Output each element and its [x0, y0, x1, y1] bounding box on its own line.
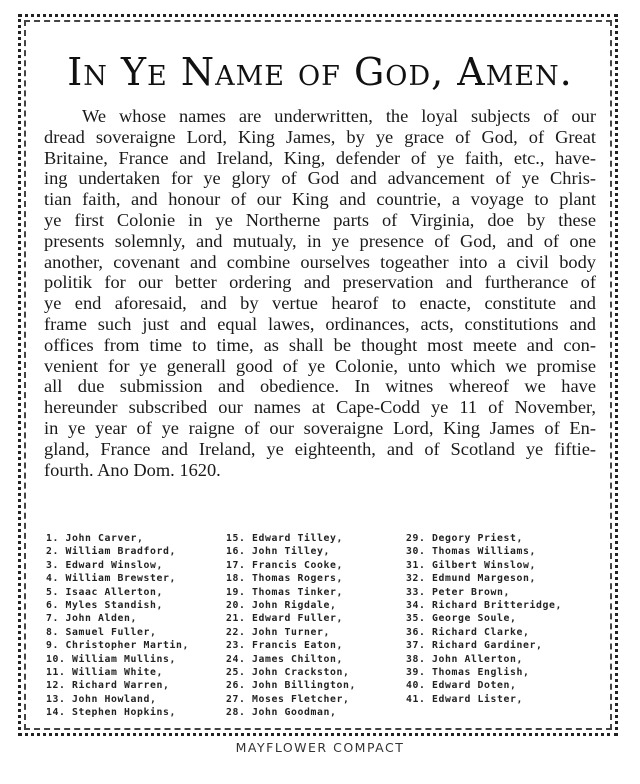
signer-name: 4. William Brewster, — [46, 573, 176, 585]
signer-name: 18. Thomas Rogers, — [226, 573, 343, 585]
signer-name: 16. John Tilley, — [226, 546, 330, 558]
text-line: in ye year of ye raigne of our soveraigne Lord, King James of En- — [44, 417, 596, 438]
text-line: tian faith, and honour of our King and countrie, a voyage to plant — [44, 189, 596, 210]
signer-name: 5. Isaac Allerton, — [46, 586, 163, 598]
signer-name: 36. Richard Clarke, — [406, 626, 530, 638]
signer-name: 6. Myles Standish, — [46, 600, 163, 612]
signer-name: 17. Francis Cooke, — [226, 559, 343, 571]
text-line: fourth. Ano Dom. 1620. — [44, 459, 221, 480]
signer-name: 13. John Howland, — [46, 693, 157, 705]
signer-name: 32. Edmund Margeson, — [406, 573, 536, 585]
signer-name: 8. Samuel Fuller, — [46, 626, 157, 638]
signer-name: 35. George Soule, — [406, 613, 517, 625]
text-line: ye first Colonie in ye Northerne parts of Virginia, doe by these — [44, 209, 596, 230]
signer-name: 30. Thomas Williams, — [406, 546, 536, 558]
signer-name: 38. John Allerton, — [406, 653, 523, 665]
signer-name: 26. John Billington, — [226, 680, 356, 692]
text-line: Britaine, France and Ireland, King, defender of ye faith, etc., have- — [44, 147, 596, 168]
signer-name: 31. Gilbert Winslow, — [406, 559, 536, 571]
signer-name: 2. William Bradford, — [46, 546, 176, 558]
text-line: ing undertaken for ye glory of God and advancement of ye Chris- — [44, 168, 596, 189]
compact-text — [44, 106, 596, 480]
signer-name: 15. Edward Tilley, — [226, 533, 343, 544]
signers-column-1 — [46, 532, 189, 720]
text-line: presents solemnly, and mutualy, in ye presence of God, and of one — [44, 230, 596, 251]
signer-name: 25. John Crackston, — [226, 667, 350, 679]
signer-name: 28. John Goodman, — [226, 707, 337, 719]
text-line: ye end aforesaid, and by vertue hearof to enacte, constitute and — [44, 293, 596, 314]
text-line: another, covenant and combine ourselves togeather into a civil body — [44, 251, 596, 272]
text-line: dread soveraigne Lord, King James, by ye grace of God, of Great — [44, 126, 596, 147]
text-line: hereunder subscribed our names at Cape-Codd ye 11 of November, — [44, 397, 596, 418]
signer-name: 37. Richard Gardiner, — [406, 640, 543, 652]
document-title: In Ye Name of God, Amen. — [67, 50, 573, 94]
text-line: gland, France and Ireland, ye eighteenth, and of Scotland ye fiftie- — [44, 438, 596, 459]
image-caption: MAYFLOWER COMPACT — [235, 740, 405, 755]
signer-name: 33. Peter Brown, — [406, 586, 510, 598]
signer-name: 12. Richard Warren, — [46, 680, 170, 692]
signer-name: 40. Edward Doten, — [406, 680, 517, 692]
signer-name: 41. Edward Lister, — [406, 693, 523, 705]
signer-name: 20. John Rigdale, — [226, 600, 337, 612]
signer-name: 27. Moses Fletcher, — [226, 693, 350, 705]
text-line: offices from time to time, as shall be thought most meete and con- — [44, 334, 596, 355]
text-line: frame such just and equal lawes, ordinances, acts, constitutions and — [44, 313, 596, 334]
signer-name: 21. Edward Fuller, — [226, 613, 343, 625]
signer-name: 29. Degory Priest, — [406, 533, 523, 544]
signer-name: 22. John Turner, — [226, 626, 330, 638]
text-line: We whose names are underwritten, the loyal subjects of our — [82, 106, 596, 126]
text-line: all due submission and obedience. In witnes whereof we have — [44, 376, 596, 397]
text-line: venient for ye generall good of ye Colonie, unto which we promise — [44, 355, 596, 376]
signer-name: 1. John Carver, — [46, 533, 144, 544]
signer-name: 14. Stephen Hopkins, — [46, 707, 176, 719]
signer-name: 9. Christopher Martin, — [46, 640, 189, 652]
signer-name: 24. James Chilton, — [226, 653, 343, 665]
signer-name: 19. Thomas Tinker, — [226, 586, 343, 598]
signer-name: 7. John Alden, — [46, 613, 137, 625]
signer-name: 3. Edward Winslow, — [46, 559, 163, 571]
signer-name: 39. Thomas English, — [406, 667, 530, 679]
signer-name: 11. William White, — [46, 667, 163, 679]
signers-column-3 — [406, 532, 562, 706]
signer-name: 23. Francis Eaton, — [226, 640, 343, 652]
signers-list — [46, 532, 606, 722]
text-line: politik for our better ordering and preservation and furtherance of — [44, 272, 596, 293]
signer-name: 34. Richard Britteridge, — [406, 600, 562, 612]
signers-column-2 — [226, 532, 356, 720]
signer-name: 10. William Mullins, — [46, 653, 176, 665]
